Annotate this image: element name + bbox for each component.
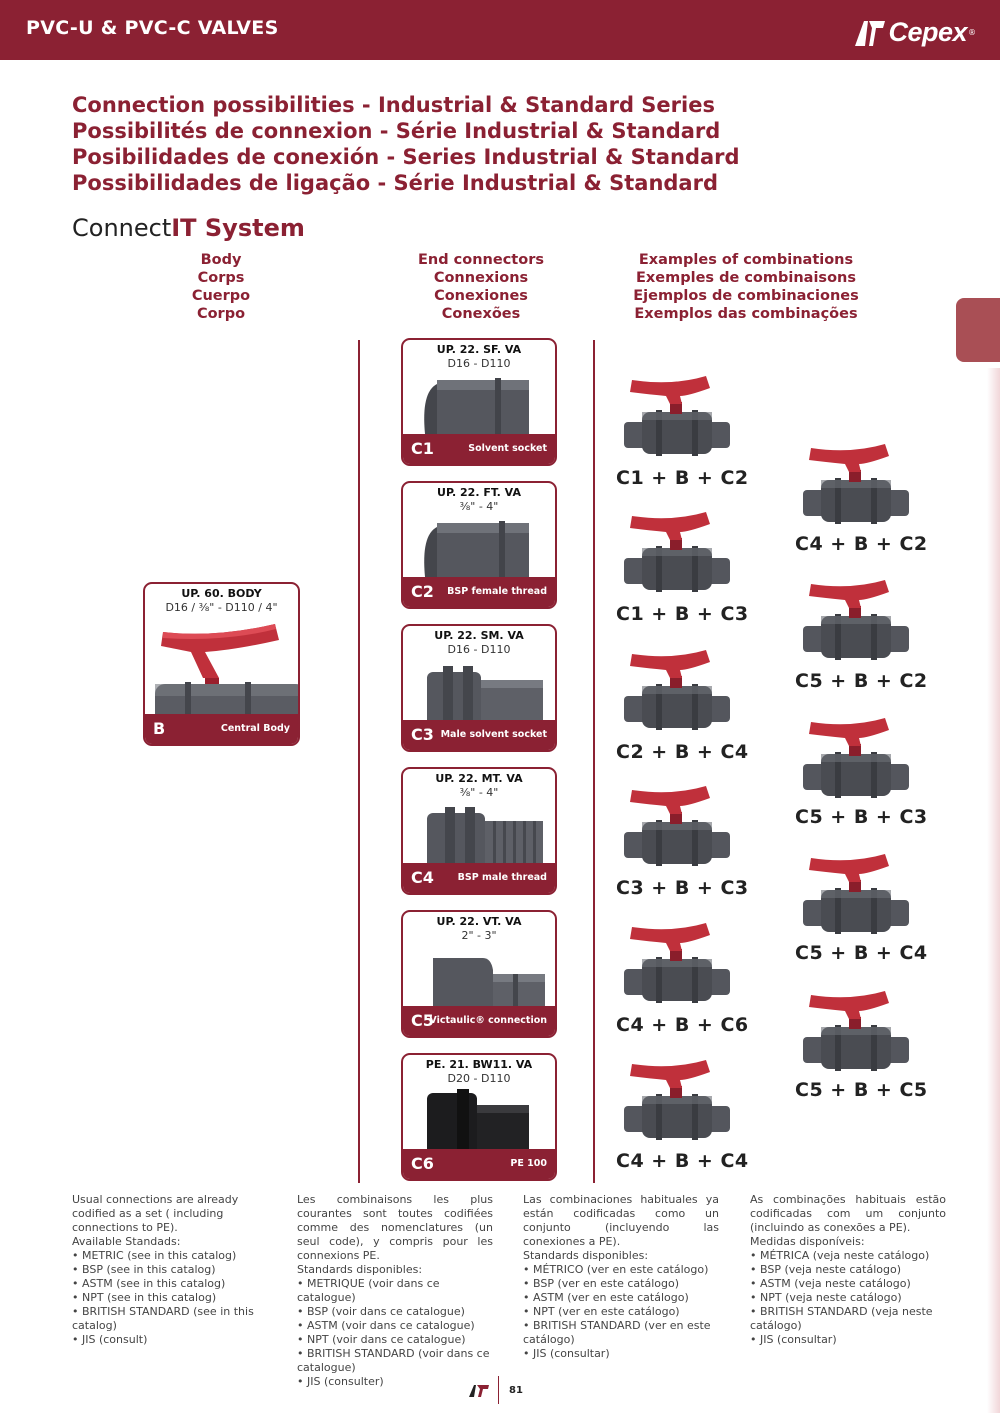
page-headline xyxy=(72,92,740,196)
divider-left xyxy=(358,340,360,1183)
ball-valve-body-icon xyxy=(145,612,300,722)
female-thread-icon xyxy=(403,511,557,581)
connector-card-c1: UP. 22. SF. VA D16 - D110 C1 Solvent socket xyxy=(401,338,557,466)
column-header-body: Body Corps Cuerpo Corpo xyxy=(191,252,251,322)
connector-card-c3: UP. 22. SM. VA D16 - D110 C3 Male solvent socket xyxy=(401,624,557,752)
connector-card-c2: UP. 22. FT. VA ⅜" - 4" C2 BSP female thread xyxy=(401,481,557,609)
brand-logo xyxy=(852,14,976,50)
body-bar xyxy=(145,714,298,744)
ball-valve-icon xyxy=(801,850,911,938)
ball-valve-icon xyxy=(622,782,732,870)
combo-label: C4 + B + C2 xyxy=(795,533,928,555)
ball-valve-icon xyxy=(801,440,911,528)
section-title: PVC-U & PVC-C VALVES xyxy=(26,17,279,39)
page-footer xyxy=(468,1376,523,1404)
footer-col-fr: Les combinaisons les plus courantes sont toutes codifiées comme des nomenclatures (un seul code), y compris pour les connexions PE. Standards disponibles: • METRIQUE (voir dans ce catalogue) • BSP (voir dans ce catalogue) • ASTM (voir dans ce catalogue) • NPT (voir dans ce catalogue) • BRITISH STANDARD (voir dans ce catalogue) • JIS (consulter) xyxy=(297,1193,493,1388)
pe-butt-weld-icon xyxy=(403,1083,557,1153)
victaulic-connection-icon xyxy=(403,940,557,1010)
headline-pt: Possibilidades de ligação - Série Industrial & Standard xyxy=(72,171,718,195)
combo-label: C5 + B + C3 xyxy=(795,806,928,828)
side-gradient xyxy=(987,368,1000,1413)
headline-en: Connection possibilities - Industrial & Standard Series xyxy=(72,93,715,117)
footer-col-pt: As combinações habituais estão codificadas com um conjunto (incluindo as conexões a PE). Medidas disponíveis: • MÉTRICA (veja neste catálogo) • BSP (veja neste catálogo) • ASTM (veja neste catálogo) • NPT (veja neste catálogo) • BRITISH STANDARD (veja neste catálogo) • JIS (consultar) xyxy=(750,1193,946,1346)
side-tab xyxy=(956,298,1000,362)
male-socket-icon xyxy=(403,654,557,724)
body-code: UP. 60. BODY xyxy=(181,587,262,600)
ball-valve-icon xyxy=(801,987,911,1075)
combo-label: C5 + B + C2 xyxy=(795,670,928,692)
footer-col-en: Usual connections are already codified as a set ( including connections to PE). Available Standads: • METRIC (see in this catalog) • BSP (see in this catalog) • ASTM (see in this catalog) • NPT (see in this catalog) • BRITISH STANDARD (see in this catalog) • JIS (consult) xyxy=(72,1193,254,1346)
combo-label: C5 + B + C4 xyxy=(795,942,928,964)
cepex-logo-icon xyxy=(468,1382,490,1398)
brand-name: Cepex xyxy=(888,16,967,47)
combo-label: C1 + B + C2 xyxy=(616,467,749,489)
divider-right xyxy=(593,340,595,1183)
headline-fr: Possibilités de connexion - Série Industrial & Standard xyxy=(72,119,721,143)
ball-valve-icon xyxy=(622,1056,732,1144)
body-range: D16 / ⅜" - D110 / 4" xyxy=(165,601,278,614)
ball-valve-icon xyxy=(622,919,732,1007)
cepex-logo-icon xyxy=(852,15,886,49)
page-header xyxy=(0,0,1000,60)
footer-separator xyxy=(498,1376,499,1404)
column-header-examples: Examples of combinations Exemples de combinaisons Ejemplos de combinaciones Exemplos das combinações xyxy=(633,252,859,322)
system-bold: IT System xyxy=(171,214,305,242)
ball-valve-icon xyxy=(801,576,911,664)
connector-card-c6: PE. 21. BW11. VA D20 - D110 C6 PE 100 xyxy=(401,1053,557,1181)
page-number: 81 xyxy=(509,1384,523,1396)
headline-es: Posibilidades de conexión - Series Industrial & Standard xyxy=(72,145,740,169)
ball-valve-icon xyxy=(801,714,911,802)
combo-label: C2 + B + C4 xyxy=(616,741,749,763)
system-prefix: Connect xyxy=(72,214,172,242)
solvent-socket-icon xyxy=(403,368,557,438)
ball-valve-icon xyxy=(622,508,732,596)
registered-mark: ® xyxy=(968,27,976,37)
combo-label: C4 + B + C4 xyxy=(616,1150,749,1172)
combo-label: C3 + B + C3 xyxy=(616,877,749,899)
connector-card-c4: UP. 22. MT. VA ⅜" - 4" C4 BSP male thread xyxy=(401,767,557,895)
ball-valve-icon xyxy=(622,646,732,734)
combo-label: C5 + B + C5 xyxy=(795,1079,928,1101)
footer-col-es: Las combinaciones habituales ya están codificadas como un conjunto (incluyendo las conexiones a PE). Standards disponibles: • MÉTRICO (ver en este catálogo) • BSP (ver en este catálogo) • ASTM (ver en este catálogo) • NPT (ver en este catálogo) • BRITISH STANDARD (ver en este catálogo) • JIS (consultar) xyxy=(523,1193,719,1360)
column-header-connectors: End connectors Connexions Conexiones Conexões xyxy=(418,252,544,322)
connector-card-c5: UP. 22. VT. VA 2" - 3" C5 Victaulic® connection xyxy=(401,910,557,1038)
body-letter: B xyxy=(153,719,166,738)
body-desc: Central Body xyxy=(220,723,290,734)
ball-valve-icon xyxy=(622,372,732,460)
combo-label: C1 + B + C3 xyxy=(616,603,749,625)
combo-label: C4 + B + C6 xyxy=(616,1014,749,1036)
system-title xyxy=(72,214,305,242)
male-thread-icon xyxy=(403,797,557,867)
body-card xyxy=(143,582,300,746)
